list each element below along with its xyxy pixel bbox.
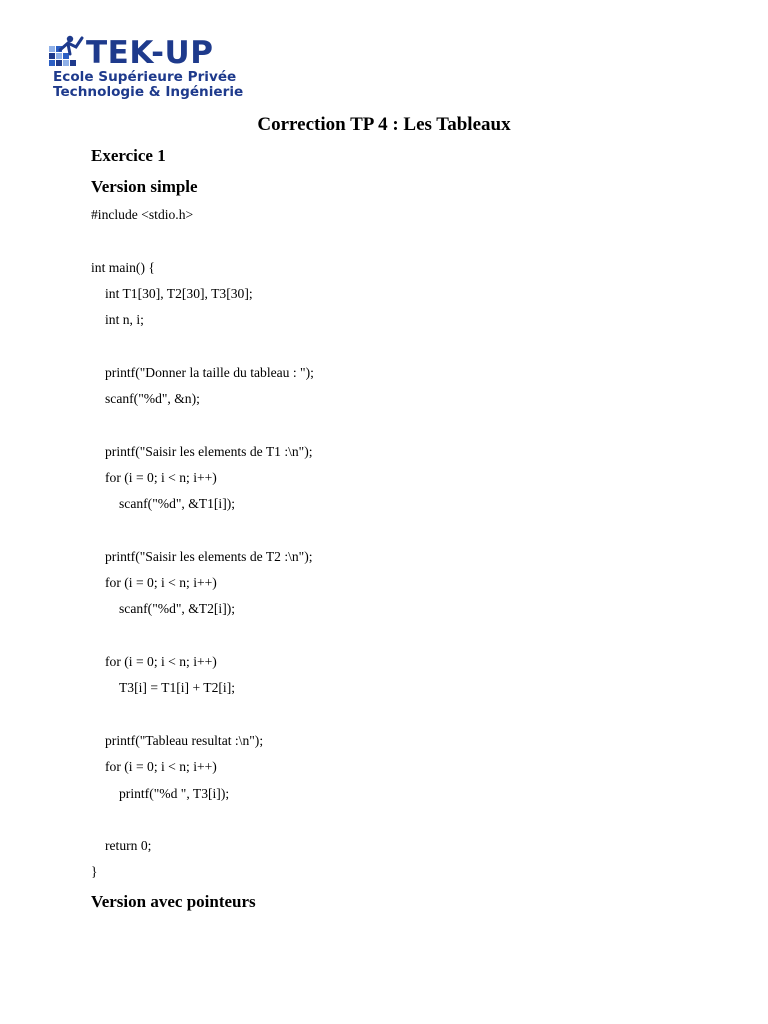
- document-title: Correction TP 4 : Les Tableaux: [257, 114, 511, 135]
- code-line: [91, 230, 711, 256]
- code-line: int main() {: [91, 259, 155, 275]
- code-line: printf("Donner la taille du tableau : ");: [105, 364, 314, 380]
- code-line: for (i = 0; i < n; i++): [105, 469, 217, 485]
- code-line: [91, 520, 711, 546]
- code-line: int T1[30], T2[30], T3[30];: [105, 285, 253, 301]
- code-line: for (i = 0; i < n; i++): [105, 575, 217, 591]
- code-block: [91, 204, 711, 888]
- code-line: T3[i] = T1[i] + T2[i];: [119, 680, 236, 696]
- exercise-heading: Exercice 1: [91, 146, 166, 165]
- code-line: printf("Saisir les elements de T2 :\n");: [105, 548, 313, 564]
- code-line: }: [91, 864, 98, 880]
- code-line: [91, 335, 711, 361]
- code-line: for (i = 0; i < n; i++): [105, 654, 217, 670]
- logo-subtitle-2: Technologie & Ingénierie: [53, 84, 244, 100]
- code-line: [91, 809, 711, 835]
- code-line: printf("%d ", T3[i]);: [119, 785, 230, 801]
- code-line: for (i = 0; i < n; i++): [105, 759, 217, 775]
- logo-name: TEK-UP: [86, 35, 214, 71]
- code-line: return 0;: [105, 838, 152, 854]
- tekup-logo: [46, 34, 246, 100]
- code-line: [91, 704, 711, 730]
- code-line: [91, 625, 711, 651]
- code-line: #include <stdio.h>: [91, 207, 194, 222]
- section-heading-pointers: Version avec pointeurs: [91, 892, 256, 911]
- section-heading-simple: Version simple: [91, 177, 198, 196]
- code-line: scanf("%d", &n);: [105, 391, 200, 407]
- code-line: printf("Tableau resultat :\n");: [105, 732, 264, 748]
- code-line: scanf("%d", &T1[i]);: [119, 496, 236, 512]
- code-line: [91, 414, 711, 440]
- code-line: int n, i;: [105, 312, 144, 328]
- code-line: printf("Saisir les elements de T1 :\n");: [105, 443, 313, 459]
- logo-subtitle-1: Ecole Supérieure Privée: [53, 69, 237, 85]
- code-line: scanf("%d", &T2[i]);: [119, 601, 236, 617]
- tekup-logo-mark: [46, 34, 88, 70]
